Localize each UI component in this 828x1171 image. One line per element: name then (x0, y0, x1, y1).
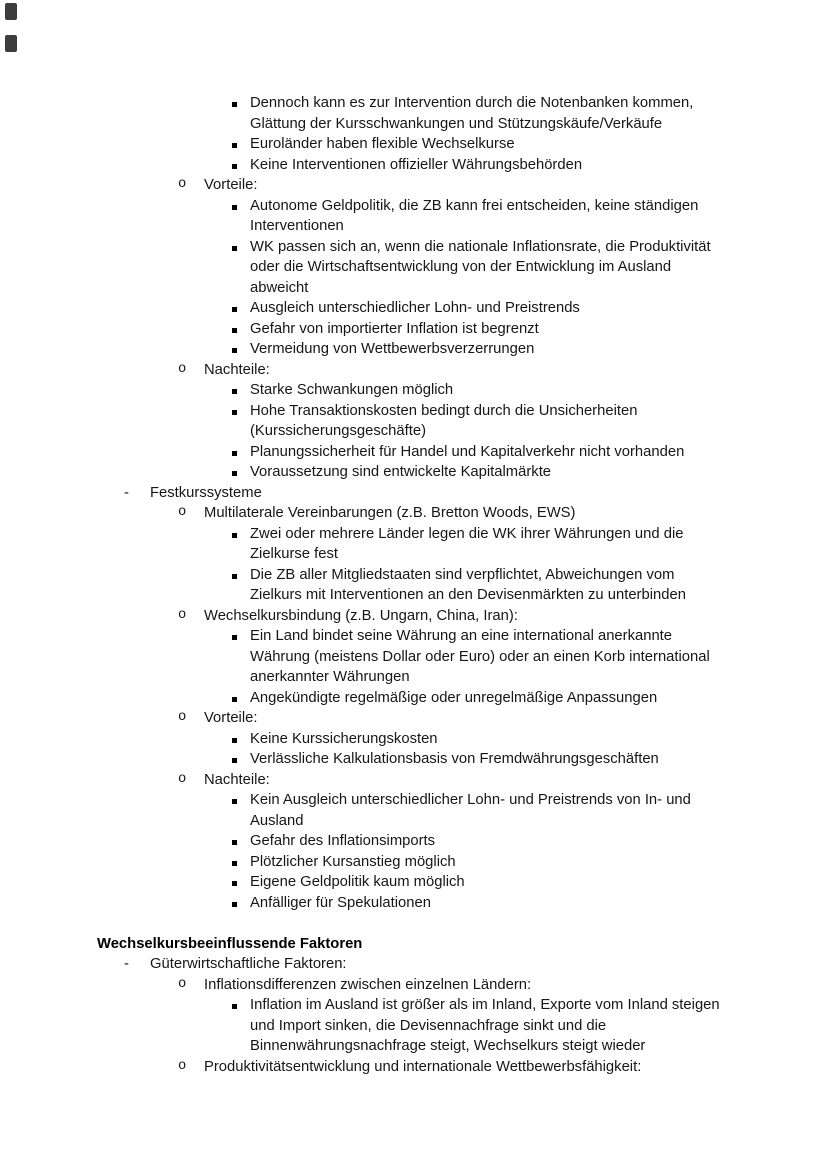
square-bullet-icon (232, 442, 250, 463)
list-item (97, 339, 728, 360)
dash-bullet-icon: - (124, 956, 129, 972)
circle-bullet-icon: o (178, 607, 187, 623)
list-item (97, 442, 728, 463)
circle-bullet-icon: o (178, 710, 187, 725)
square-bullet-icon (232, 196, 250, 217)
list-item (97, 831, 728, 852)
list-item (97, 93, 728, 134)
square-bullet-icon (232, 852, 250, 873)
list-item (97, 565, 728, 606)
list-item (97, 893, 728, 914)
document-content (97, 93, 728, 1077)
square-bullet-icon (232, 401, 250, 422)
square-bullet-icon (232, 134, 250, 155)
list-item-text: Multilaterale Vereinbarungen (z.B. Bretton Woods, EWS) (204, 505, 576, 521)
square-bullet-glyph (232, 205, 237, 210)
square-bullet-glyph (232, 1004, 237, 1009)
list-item-text: Nachteile: (204, 361, 270, 378)
square-bullet-icon (232, 872, 250, 893)
list-item-text: Verlässliche Kalkulationsbasis von Fremdwährungsgeschäften (250, 751, 659, 767)
list-item (97, 975, 728, 996)
list-item-text: Ein Land bindet seine Währung an eine international anerkannte Währung (meistens Dollar oder Euro) oder an einen Korb international anerkannter Währungen (250, 628, 710, 685)
square-bullet-icon (232, 339, 250, 360)
list-item-text: Autonome Geldpolitik, die ZB kann frei entscheiden, keine ständigen Interventionen (250, 197, 699, 234)
list-item (97, 237, 728, 299)
square-bullet-glyph (232, 881, 237, 886)
list-item (97, 319, 728, 340)
list-item (97, 380, 728, 401)
dash-bullet-icon: - (124, 484, 129, 501)
list-item-text: Vorteile: (204, 177, 258, 193)
list-item-text: Nachteile: (204, 771, 270, 788)
square-bullet-glyph (232, 738, 237, 743)
circle-bullet-icon: o (178, 771, 187, 787)
square-bullet-glyph (232, 574, 237, 579)
list-item-text: Angekündigte regelmäßige oder unregelmäßige Anpassungen (250, 689, 658, 706)
circle-bullet-icon: o (178, 1058, 187, 1074)
section-heading (97, 934, 728, 955)
square-bullet-glyph (232, 533, 237, 538)
list-item-text: Vermeidung von Wettbewerbsverzerrungen (250, 341, 535, 357)
corner-mark-bottom (5, 35, 17, 52)
list-item (97, 749, 728, 770)
circle-bullet-icon: o (178, 177, 187, 192)
square-bullet-icon (232, 565, 250, 586)
square-bullet-glyph (232, 635, 237, 640)
square-bullet-glyph (232, 799, 237, 804)
list-item (97, 872, 728, 893)
list-item-text: Euroländer haben flexible Wechselkurse (250, 136, 515, 152)
list-item-text: Zwei oder mehrere Länder legen die WK ihrer Währungen und die Zielkurse fest (250, 525, 684, 562)
square-bullet-icon (232, 319, 250, 340)
list-item (97, 954, 728, 975)
square-bullet-icon (232, 749, 250, 770)
list-item-text: Gefahr von importierter Inflation ist begrenzt (250, 320, 539, 337)
square-bullet-icon (232, 93, 250, 114)
circle-bullet-icon: o (178, 976, 187, 992)
circle-bullet-icon: o (178, 361, 187, 377)
list-item (97, 462, 728, 483)
square-bullet-icon (232, 298, 250, 319)
list-item (97, 155, 728, 176)
square-bullet-glyph (232, 840, 237, 845)
list-item-text: Vorteile: (204, 710, 258, 726)
list-item (97, 134, 728, 155)
square-bullet-icon (232, 995, 250, 1016)
list-item (97, 360, 728, 381)
list-item-text: Starke Schwankungen möglich (250, 382, 454, 398)
list-item-text: Keine Kurssicherungskosten (250, 730, 438, 747)
square-bullet-glyph (232, 471, 237, 476)
list-item (97, 770, 728, 791)
list-item-text: Inflation im Ausland ist größer als im Inland, Exporte vom Inland steigen und Import sinken, die Devisennachfrage sinkt und die Binnenwährungsnachfrage steigt, Wechselkurs steigt wieder (250, 997, 720, 1054)
list-item (97, 995, 728, 1057)
square-bullet-icon (232, 155, 250, 176)
square-bullet-glyph (232, 451, 237, 456)
list-item (97, 524, 728, 565)
square-bullet-glyph (232, 758, 237, 763)
list-item (97, 196, 728, 237)
list-item-text: Kein Ausgleich unterschiedlicher Lohn- und Preistrends von In- und Ausland (250, 792, 691, 829)
list-item (97, 606, 728, 627)
list-item-text: Inflationsdifferenzen zwischen einzelnen Ländern: (204, 976, 532, 993)
square-bullet-glyph (232, 307, 237, 312)
list-item-text: Voraussetzung sind entwickelte Kapitalmärkte (250, 464, 552, 480)
list-item-text: Eigene Geldpolitik kaum möglich (250, 874, 465, 890)
square-bullet-glyph (232, 902, 237, 907)
square-bullet-glyph (232, 102, 237, 107)
list-item-text: Die ZB aller Mitgliedstaaten sind verpflichtet, Abweichungen vom Zielkurs mit Interventionen an den Devisenmärkten zu unterbinden (250, 566, 686, 603)
list-item (97, 729, 728, 750)
list-item-text: Planungssicherheit für Handel und Kapitalverkehr nicht vorhanden (250, 443, 685, 460)
square-bullet-glyph (232, 348, 237, 353)
square-bullet-glyph (232, 389, 237, 394)
heading-text: Wechselkursbeeinflussende Faktoren (97, 935, 363, 952)
list-item (97, 175, 728, 196)
square-bullet-icon (232, 524, 250, 545)
square-bullet-icon (232, 380, 250, 401)
corner-mark-top (5, 3, 17, 20)
square-bullet-glyph (232, 410, 237, 415)
list-item-text: Anfälliger für Spekulationen (250, 894, 431, 911)
list-item-text: Gefahr des Inflationsimports (250, 833, 436, 849)
list-item (97, 298, 728, 319)
square-bullet-icon (232, 831, 250, 852)
list-item-text: WK passen sich an, wenn die nationale Inflationsrate, die Produktivität oder die Wirtschaftsentwicklung von der Entwicklung im Ausland abweicht (250, 238, 711, 296)
square-bullet-icon (232, 237, 250, 258)
square-bullet-icon (232, 729, 250, 750)
square-bullet-glyph (232, 164, 237, 169)
square-bullet-glyph (232, 143, 237, 148)
list-item-text: Keine Interventionen offizieller Währungsbehörden (250, 156, 583, 173)
circle-bullet-icon: o (178, 505, 187, 520)
list-item (97, 503, 728, 524)
list-item-text: Plötzlicher Kursanstieg möglich (250, 853, 456, 870)
square-bullet-icon (232, 626, 250, 647)
list-item-text: Dennoch kann es zur Intervention durch die Notenbanken kommen, Glättung der Kursschwankungen und Stützungskäufe/Verkäufe (250, 95, 694, 132)
square-bullet-icon (232, 893, 250, 914)
square-bullet-icon (232, 462, 250, 483)
square-bullet-icon (232, 790, 250, 811)
square-bullet-icon (232, 688, 250, 709)
square-bullet-glyph (232, 697, 237, 702)
square-bullet-glyph (232, 328, 237, 333)
list-item-text: Produktivitätsentwicklung und internationale Wettbewerbsfähigkeit: (204, 1058, 642, 1075)
square-bullet-glyph (232, 861, 237, 866)
list-item (97, 1057, 728, 1078)
list-item (97, 708, 728, 729)
list-item-text: Hohe Transaktionskosten bedingt durch die Unsicherheiten (Kurssicherungsgeschäfte) (250, 402, 638, 439)
list-item-text: Festkurssysteme (150, 484, 262, 501)
list-item (97, 626, 728, 688)
list-item-text: Wechselkursbindung (z.B. Ungarn, China, Iran): (204, 607, 518, 624)
list-item-text: Güterwirtschaftliche Faktoren: (150, 956, 347, 972)
list-item-text: Ausgleich unterschiedlicher Lohn- und Preistrends (250, 300, 580, 316)
list-item (97, 401, 728, 442)
list-item (97, 790, 728, 831)
list-item (97, 483, 728, 504)
list-item (97, 852, 728, 873)
list-item (97, 688, 728, 709)
square-bullet-glyph (232, 246, 237, 251)
